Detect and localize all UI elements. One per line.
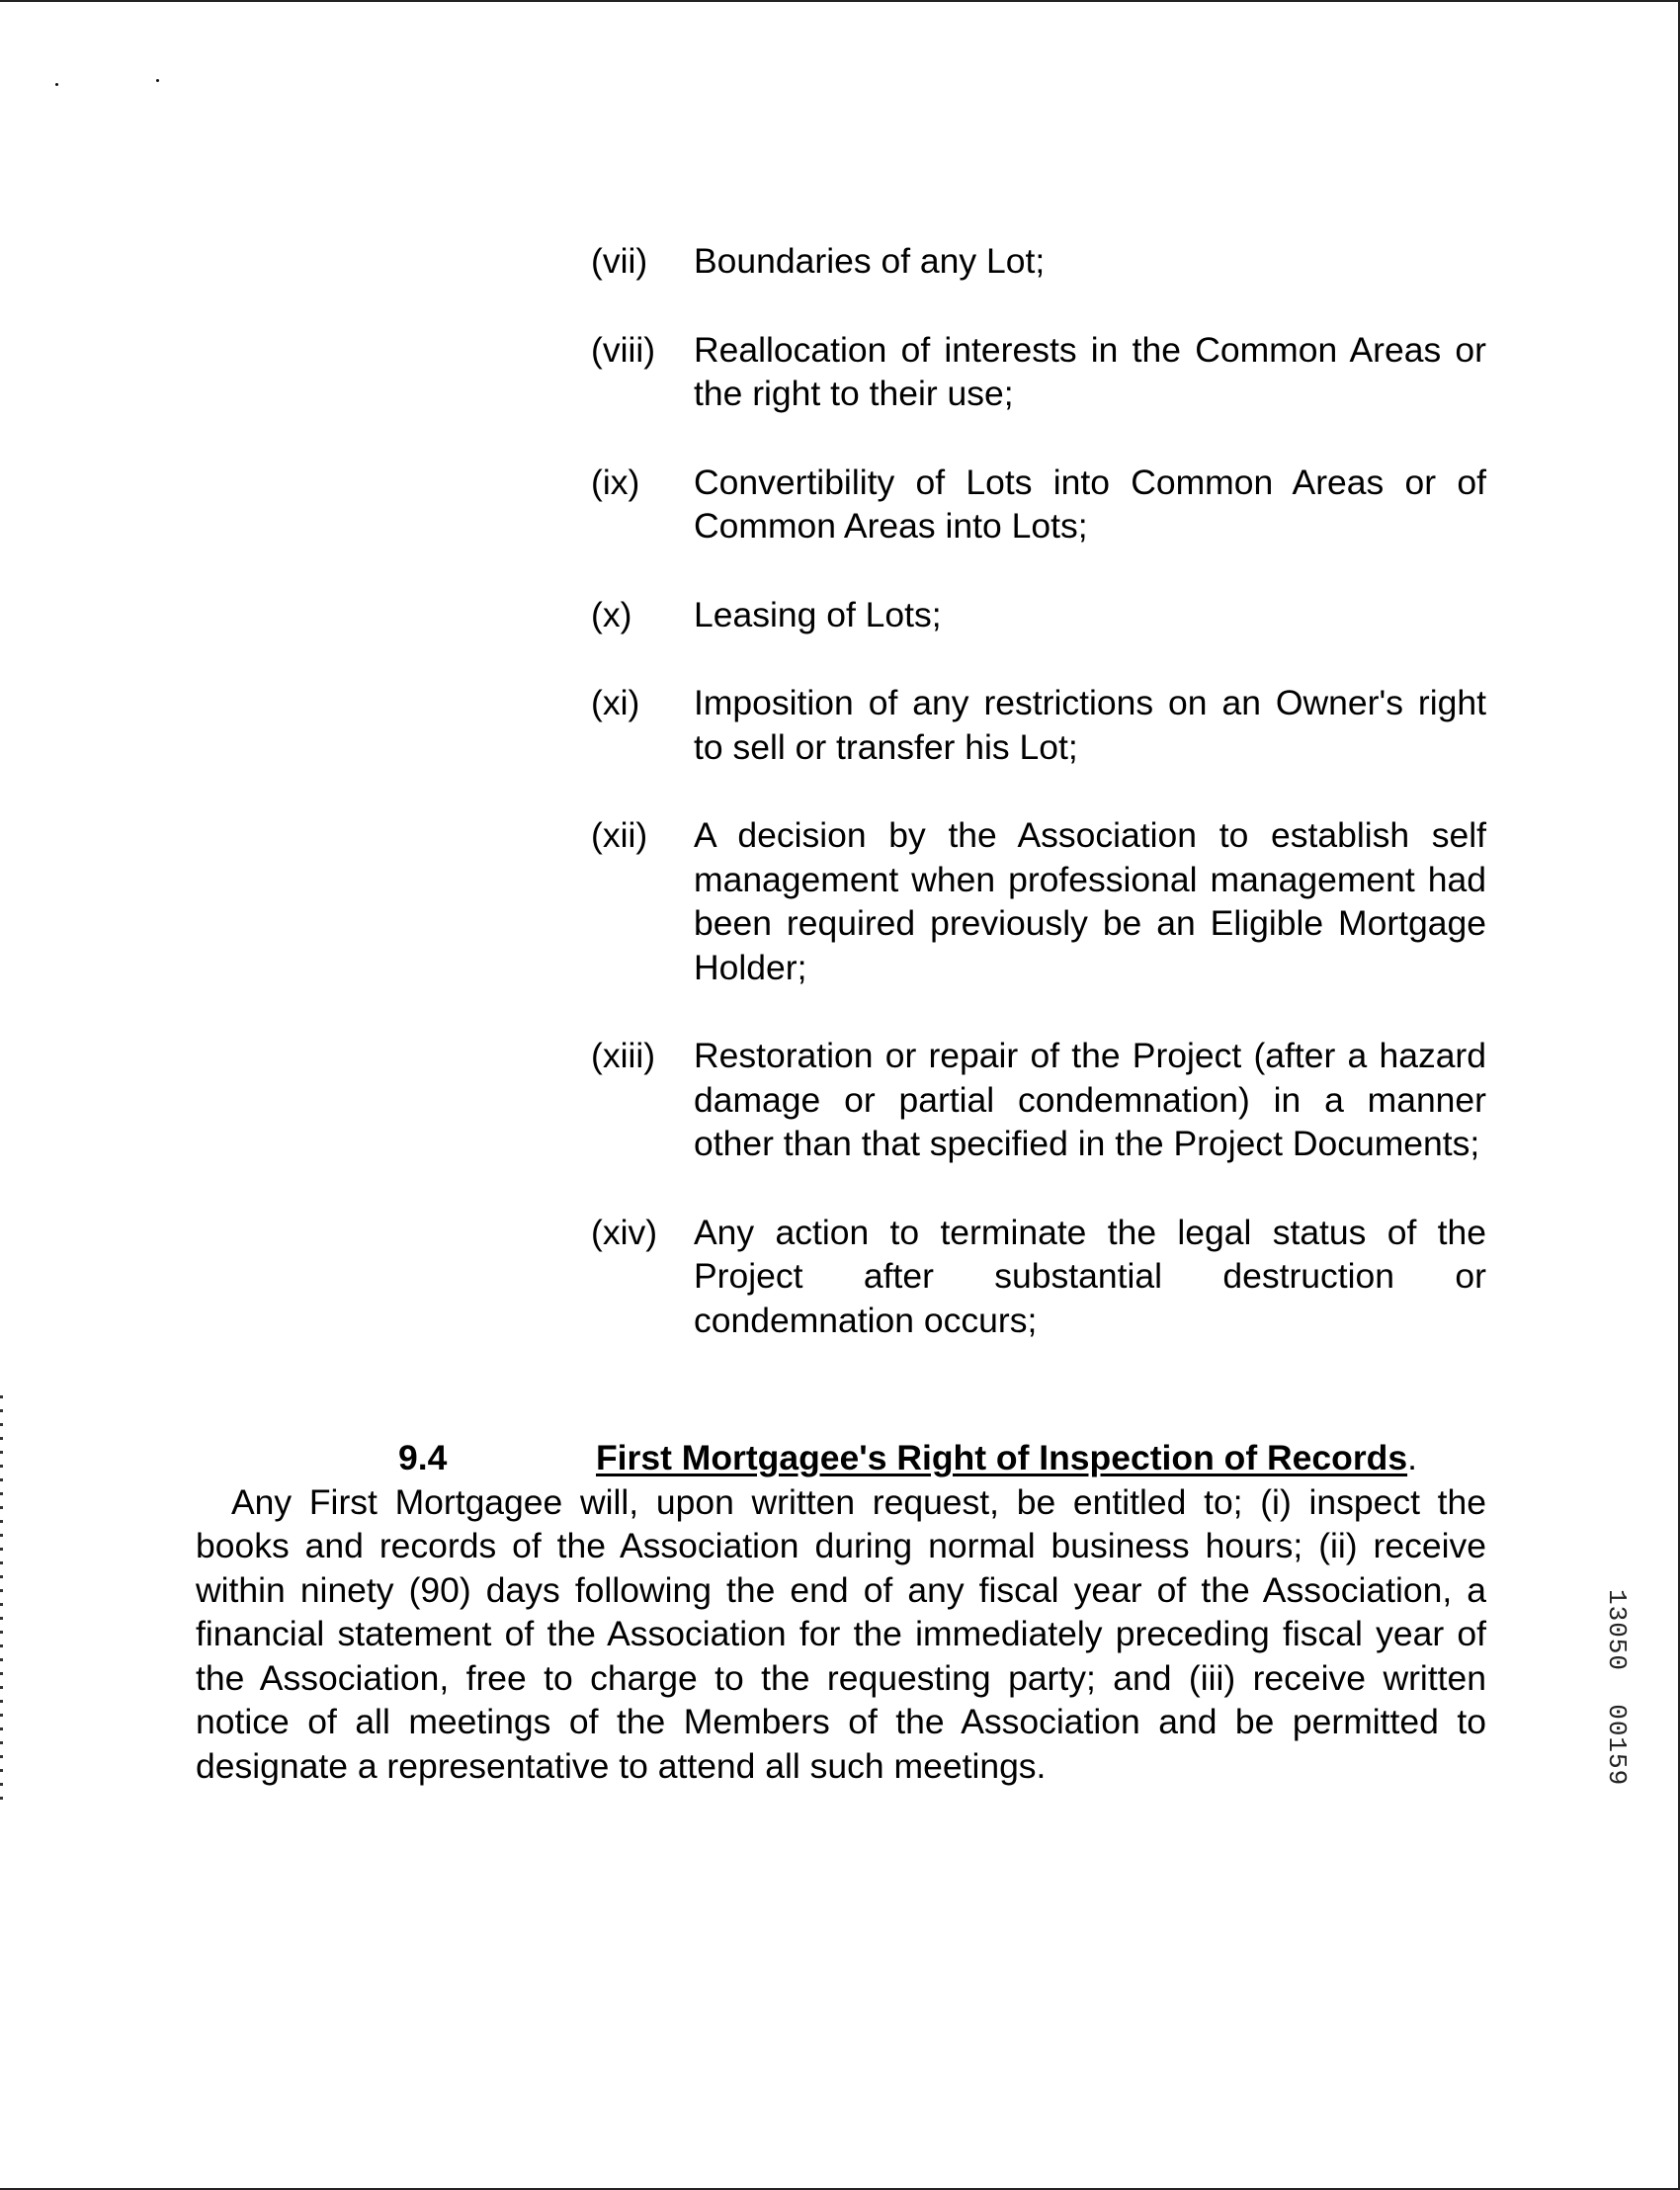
list-item	[591, 813, 1486, 989]
list-numeral: (viii)	[591, 329, 656, 370]
list-item-text: Imposition of any restrictions on an Owner's right to sell or transfer his Lot;	[694, 683, 1486, 767]
list-item	[591, 681, 1486, 769]
list-item	[591, 1034, 1486, 1166]
list-item-text: Boundaries of any Lot;	[694, 241, 1046, 281]
list-item-text: Leasing of Lots;	[694, 594, 942, 634]
section-heading	[196, 1436, 1486, 1480]
list-numeral: (ix)	[591, 462, 640, 502]
scan-speck	[55, 83, 58, 86]
list-item-text: A decision by the Association to establish self management when professional management had been required previously be an Eligible Mortgage Holder;	[694, 815, 1486, 987]
list-item	[591, 1211, 1486, 1343]
section-title	[596, 1436, 1417, 1480]
list-item-text: Reallocation of interests in the Common Areas or the right to their use;	[694, 329, 1486, 413]
section-number: 9.4	[398, 1438, 448, 1477]
section-body: Any First Mortgagee will, upon written request, be entitled to; (i) inspect the books and records of the Association during normal business hours; (ii) receive within ninety (90) days following the end of any fiscal year of the Association, a financial statement of the Association for the immediately preceding fiscal year of the Association, free to charge to the requesting party; and (iii) receive written notice of all meetings of the Members of the Association and be permitted to designate a representative to attend all such meetings.	[196, 1481, 1486, 1786]
scan-edge-marks	[0, 1395, 3, 1811]
list-numeral: (x)	[591, 594, 632, 634]
list-item	[591, 593, 1486, 637]
list-item	[591, 461, 1486, 548]
enumerated-list	[591, 239, 1486, 1342]
section-title-text: First Mortgagee's Right of Inspection of Records	[596, 1438, 1408, 1477]
list-numeral: (xiii)	[591, 1036, 656, 1075]
list-item-text: Any action to terminate the legal status of the Project after substantial destruction or condemnation occurs;	[694, 1212, 1486, 1340]
list-numeral: (xii)	[591, 815, 648, 855]
list-numeral: (vii)	[591, 241, 648, 281]
scan-speck	[156, 79, 159, 82]
margin-stamp: 13050 00159	[1602, 1589, 1632, 1787]
list-item	[591, 328, 1486, 416]
list-numeral: (xiv)	[591, 1212, 658, 1252]
list-item	[591, 239, 1486, 284]
section-title-period: .	[1407, 1438, 1417, 1477]
list-item-text: Restoration or repair of the Project (after a hazard damage or partial condemnation) in a manner other than that specified in the Project Documents;	[694, 1036, 1486, 1163]
list-item-text: Convertibility of Lots into Common Areas or of Common Areas into Lots;	[694, 462, 1486, 546]
section-9-4	[196, 1436, 1486, 1788]
list-numeral: (xi)	[591, 683, 640, 722]
